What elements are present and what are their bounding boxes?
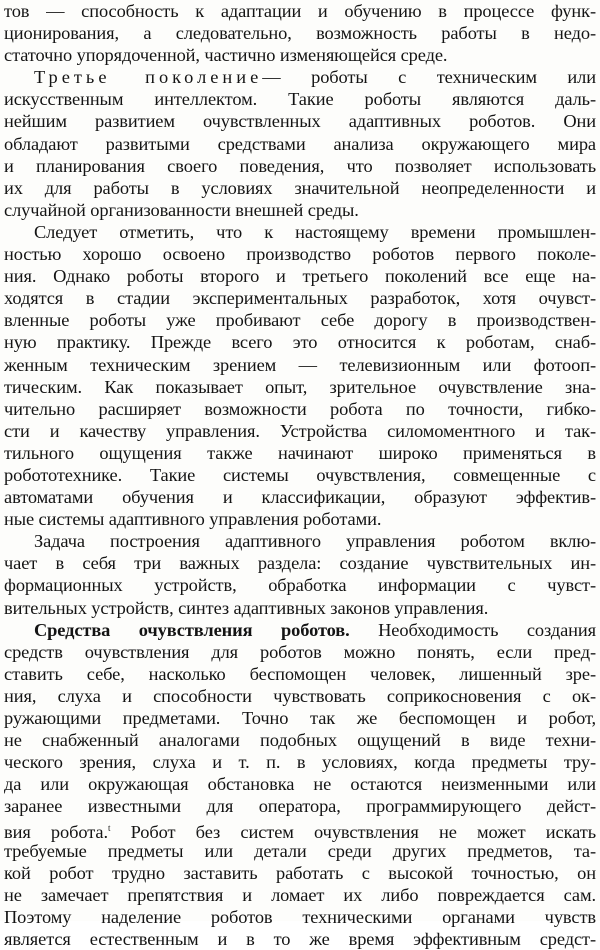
- text-fragment: вия робота.: [4, 822, 108, 843]
- text-line: [4, 619, 596, 641]
- text-line: требуемые предметы или детали среди других предметов, та-: [4, 840, 596, 861]
- text-line: кой робот трудно заставить работать с высокой точностью, он: [4, 862, 596, 883]
- text-line: и планирования своего поведения, что позволяет использовать: [4, 155, 596, 176]
- text-line: обладают развитыми средствами анализа окружающего мира: [4, 133, 596, 154]
- text-line: ставить себе, насколько беспомощен человек, лишенный зре-: [4, 663, 596, 684]
- text-line: ружающими предметами. Точно так же беспомощен и робот,: [4, 708, 596, 728]
- text-line: не снабженный аналогами подобных ощущений в виде техни-: [4, 730, 596, 751]
- text-line: является естественным и в то же время эффективным средст-: [4, 928, 596, 949]
- text-line: сти и качеству управления. Устройства силомоментного и так-: [4, 420, 596, 441]
- text-line: Поэтому наделение роботов техническими органами чувств: [4, 906, 596, 927]
- text-line: случайной организованности внешней среды.: [4, 199, 359, 220]
- text-fragment: Необходимость создания: [378, 619, 597, 640]
- text-line: [4, 66, 596, 88]
- text-line: средств очувствления для роботов можно понять, если пред-: [4, 641, 596, 662]
- text-line: женным техническим зрением — телевизионным или фотооп-: [4, 354, 596, 375]
- text-column: [4, 0, 596, 950]
- text-line: [4, 817, 596, 843]
- text-line: тическим. Как показывает опыт, зрительное очувствление зна-: [4, 376, 596, 397]
- text-line: не замечает препятствия и ломает их либо повреждается сам.: [4, 884, 596, 905]
- text-line: статочно упорядоченной, частично изменяющейся среде.: [4, 45, 448, 66]
- text-line: ходятся в стадии экспериментальных разработок, хотя очувст-: [4, 288, 596, 309]
- text-line: Следует отметить, что к настоящему времени промышлен-: [34, 221, 596, 242]
- text-line: вительных устройств, синтез адаптивных законов управления.: [4, 597, 489, 618]
- text-line: чает в себя три важных раздела: создание чувствительных ин-: [4, 553, 596, 574]
- text-fragment: — роботы с техническим или: [262, 67, 596, 88]
- footnote-mark: t: [107, 823, 111, 834]
- text-line: ния, слуха и способности чувствовать соприкосновения с ок-: [4, 685, 596, 706]
- text-line: формационных устройств, обработка информации с чувст-: [4, 575, 596, 596]
- text-line: нейшим развитием очувствленных адаптивных роботов. Они: [4, 111, 596, 132]
- text-line: их для работы в условиях значительной неопределенности и: [4, 177, 596, 198]
- text-line: автоматами обучения и классификации, образуют эффектив-: [4, 487, 596, 508]
- text-line: тильного ощущения также начинают широко применяться в: [4, 442, 596, 463]
- text-line: чительно расширяет возможности робота по точности, гибко-: [4, 398, 596, 419]
- text-line: робототехнике. Такие системы очувствления, совмещенные с: [4, 464, 596, 485]
- text-line: Задача построения адаптивного управления роботом вклю-: [34, 531, 596, 552]
- text-line: вленные роботы уже пробивают себе дорогу в производствен-: [4, 310, 596, 331]
- text-line: тов — способность к адаптации и обучению в процессе функ-: [4, 1, 596, 21]
- text-line: да или окружающая обстановка не остаются неизменными или: [4, 774, 596, 795]
- text-line: ческого зрения, слуха и т. п. в условиях, когда предметы тру-: [4, 752, 596, 773]
- section-heading: Третье поколение: [34, 67, 263, 88]
- text-line: искусственным интеллектом. Такие роботы являются даль-: [4, 89, 596, 110]
- text-line: ния. Однако роботы второго и третьего поколений все еще на-: [4, 266, 596, 287]
- text-line: ционирования, а следовательно, возможность работы в недо-: [4, 23, 596, 44]
- section-heading: Средства очувствления роботов.: [34, 619, 350, 640]
- text-line: ные системы адаптивного управления роботами.: [4, 509, 382, 530]
- text-fragment: Робот без систем очувствления не может искать: [130, 822, 596, 843]
- text-line: ную практику. Прежде всего это относится к роботам, снаб-: [4, 332, 596, 353]
- text-line: заранее известными для оператора, программирующего дейст-: [4, 796, 596, 817]
- text-line: ностью хорошо освоено производство роботов первого поколе-: [4, 244, 596, 265]
